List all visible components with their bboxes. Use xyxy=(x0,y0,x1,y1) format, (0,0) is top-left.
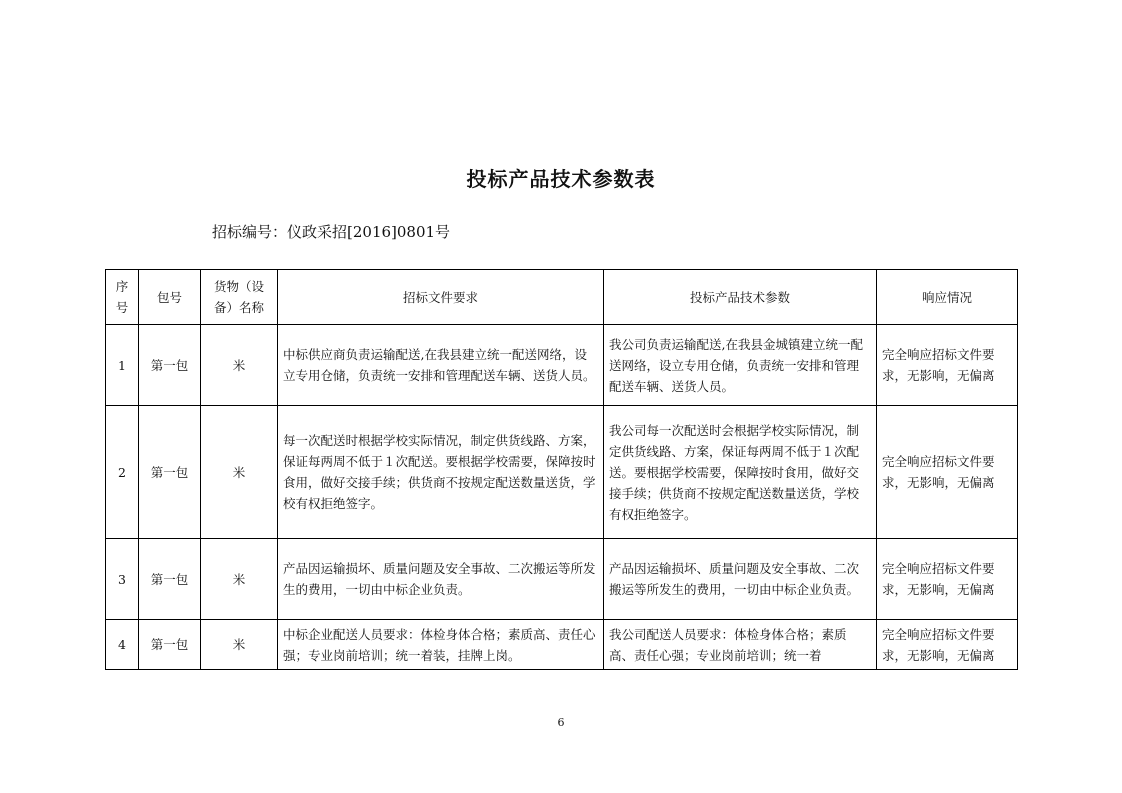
page-number: 6 xyxy=(557,716,565,729)
row-goods: 米 xyxy=(201,325,278,406)
row-package: 第一包 xyxy=(139,539,201,620)
tech-params-table xyxy=(105,269,1018,670)
table-row xyxy=(106,325,1018,406)
row-requirement: 每一次配送时根据学校实际情况，制定供货线路、方案，保证每两周不低于１次配送。要根据学校需要，保障按时食用，做好交接手续；供货商不按规定配送数量送货，学校有权拒绝签字。 xyxy=(278,406,604,539)
bid-number: 招标编号：仪政采招[2016]0801号 xyxy=(212,223,451,241)
table-row xyxy=(106,620,1018,670)
row-tech-params-text: 我公司配送人员要求：体检身体合格；素质高、责任心强；专业岗前培训；统一着 xyxy=(609,626,847,663)
row-response: 完全响应招标文件要求，无影响，无偏离 xyxy=(877,325,1018,406)
row-tech-params: 我公司每一次配送时会根据学校实际情况，制定供货线路、方案，保证每两周不低于１次配送。要根据学校需要，保障按时食用，做好交接手续；供货商不按规定配送数量送货，学校有权拒绝签字。 xyxy=(604,406,877,539)
row-response-text: 完全响应招标文件要求，无影响，无偏离 xyxy=(882,626,995,663)
table-row xyxy=(106,539,1018,620)
header-tech-params: 投标产品技术参数 xyxy=(604,270,877,325)
row-goods: 米 xyxy=(201,406,278,539)
page-title: 投标产品技术参数表 xyxy=(466,167,656,191)
header-goods: 货物（设备）名称 xyxy=(201,270,278,325)
row-tech-params xyxy=(604,620,877,670)
row-seq: 3 xyxy=(106,539,139,620)
header-requirement: 招标文件要求 xyxy=(278,270,604,325)
row-package: 第一包 xyxy=(139,325,201,406)
header-seq: 序号 xyxy=(106,270,139,325)
row-seq: 4 xyxy=(106,620,139,670)
row-requirement xyxy=(278,620,604,670)
row-requirement: 中标供应商负责运输配送,在我县建立统一配送网络，设立专用仓储，负责统一安排和管理配送车辆、送货人员。 xyxy=(278,325,604,406)
row-package: 第一包 xyxy=(139,620,201,670)
header-package: 包号 xyxy=(139,270,201,325)
row-goods: 米 xyxy=(201,539,278,620)
row-tech-params: 产品因运输损坏、质量问题及安全事故、二次搬运等所发生的费用，一切由中标企业负责。 xyxy=(604,539,877,620)
header-response: 响应情况 xyxy=(877,270,1018,325)
table-row xyxy=(106,406,1018,539)
row-package: 第一包 xyxy=(139,406,201,539)
row-requirement-text: 中标企业配送人员要求：体检身体合格；素质高、责任心强；专业岗前培训；统一着装，挂牌上岗。 xyxy=(283,626,596,663)
row-goods: 米 xyxy=(201,620,278,670)
row-requirement: 产品因运输损坏、质量问题及安全事故、二次搬运等所发生的费用，一切由中标企业负责。 xyxy=(278,539,604,620)
row-response: 完全响应招标文件要求，无影响，无偏离 xyxy=(877,539,1018,620)
row-seq: 1 xyxy=(106,325,139,406)
row-response xyxy=(877,620,1018,670)
row-seq: 2 xyxy=(106,406,139,539)
row-tech-params: 我公司负责运输配送,在我县金城镇建立统一配送网络，设立专用仓储，负责统一安排和管理配送车辆、送货人员。 xyxy=(604,325,877,406)
table-header-row xyxy=(106,270,1018,325)
row-response: 完全响应招标文件要求，无影响，无偏离 xyxy=(877,406,1018,539)
